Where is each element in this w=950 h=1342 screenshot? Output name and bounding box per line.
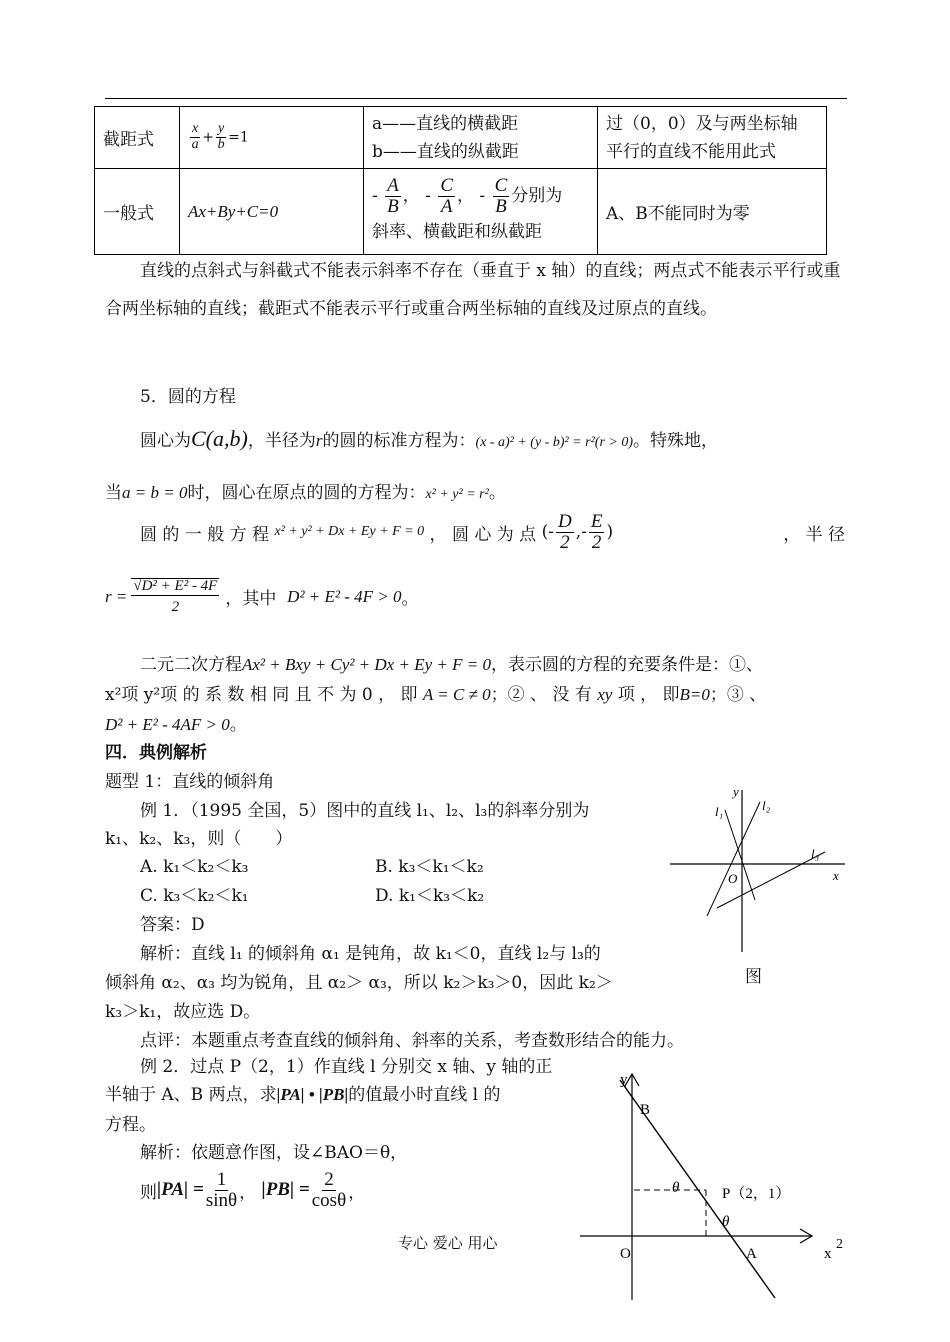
page-footer: 专心 爱心 用心 xyxy=(398,1234,498,1252)
circle-line-2: 当a = b = 0时，圆心在原点的圆的方程为：x² + y² = r²。 xyxy=(105,483,506,503)
fig-x2-label: 2 xyxy=(836,1237,843,1252)
fraction: $\frac{x}{a}$ xyxy=(191,121,199,152)
fig-l1-label: l₁ xyxy=(715,804,724,819)
example-2-question-3: 方程。 xyxy=(105,1115,156,1135)
circle-line-1: 圆心为C(a,b)，半径为r的圆的标准方程为：(x - a)² + (y - b)² = r²(r > 0)。特殊地， xyxy=(140,426,719,451)
form-equation: $\frac{x}{a}$ + $\frac{y}{b}$ =1 xyxy=(180,107,364,169)
solution-line: k₃＞k₁，故应选 D。 xyxy=(105,1002,261,1022)
paragraph-forms-limits: 直线的点斜式与斜截式不能表示斜率不存在（垂直于 x 轴）的直线；两点式不能表示平行或重合两坐标轴的直线；截距式不能表示平行或重合两坐标轴的直线及过原点的直线。 xyxy=(105,261,841,319)
form-meaning: a——直线的横截距 b——直线的纵截距 xyxy=(364,107,598,169)
fig-x-label: x xyxy=(824,1246,832,1262)
section-heading: 5．圆的方程 xyxy=(140,387,236,407)
option-b: B. k₃＜k₁＜k₂ xyxy=(375,857,484,877)
solution-line: 解析：直线 l₁ 的倾斜角 α₁ 是钝角，故 k₁＜0，直线 l₂与 l₃的 xyxy=(140,944,601,964)
fig-l2-label: l₂ xyxy=(762,798,771,813)
form-meaning: - $\frac{A}{B}$ ， - $\frac{C}{A}$ ， - $\frac{C}{B}$ 分别为 斜率、横截距和纵截距 xyxy=(364,169,598,255)
fig-p-label: P（2，1） xyxy=(722,1186,791,1202)
cond-line-3: D² + E² - 4AF > 0。 xyxy=(105,715,247,735)
fig-x-label: x xyxy=(833,868,839,883)
subsection-heading: 题型 1：直线的倾斜角 xyxy=(105,772,275,792)
example-1-figure xyxy=(665,782,855,962)
comment: 点评：本题重点考查直线的倾斜角、斜率的关系，考查数形结合的能力。 xyxy=(140,1031,684,1051)
fig-y-label: y xyxy=(620,1072,628,1088)
example-2-question-2: 半轴于 A、B 两点，求|PA| • |PB|的值最小时直线 l 的 xyxy=(105,1085,501,1105)
answer: 答案：D xyxy=(140,915,205,935)
fig-origin-label: O xyxy=(728,871,738,886)
example-2-question: 例 2．过点 P（2，1）作直线 l 分别交 x 轴、y 轴的正 xyxy=(140,1057,553,1077)
fraction: $\frac{y}{b}$ xyxy=(217,121,225,152)
example-1-question: 例 1．（1995 全国，5）图中的直线 l₁、l₂、l₃的斜率分别为 xyxy=(140,801,590,821)
fig-b-label: B xyxy=(640,1102,651,1118)
fig-y-label: y xyxy=(733,784,739,799)
fig-a-label: A xyxy=(746,1246,757,1262)
form-name: 截距式 xyxy=(95,107,180,169)
fig-o-label: O xyxy=(620,1246,631,1262)
form-equation: Ax+By+C=0 xyxy=(180,169,364,255)
line-forms-table xyxy=(94,106,827,255)
option-c: C. k₃＜k₂＜k₁ xyxy=(140,886,249,906)
circle-line-4: r = $\frac{\text{√D² + E² - 4F}}{2}$ ，其中 D² + E² - 4F > 0 。 xyxy=(105,578,419,615)
table-row xyxy=(95,169,827,255)
solution-line: 倾斜角 α₂、α₃ 均为锐角，且 α₂＞ α₃，所以 k₂＞k₃＞0，因此 k₂＞ xyxy=(105,973,613,993)
form-note: 过（0，0）及与两坐标轴 平行的直线不能用此式 xyxy=(598,107,827,169)
example-1-question-2: k₁、k₂、k₃，则（ ） xyxy=(105,829,293,849)
solution-formula: 则 |PA| = $\frac{1}{\sin\theta}$ ， |PB| = $\frac{2}{\cos\theta}$ ， xyxy=(140,1169,366,1211)
fig-theta-label: θ xyxy=(722,1214,730,1230)
solution-line: 解析：依题意作图，设∠BAO＝θ， xyxy=(140,1143,408,1163)
option-d: D. k₁＜k₃＜k₂ xyxy=(375,886,485,906)
form-note: A、B不能同时为零 xyxy=(598,169,827,255)
cond-line-2: x²项 y²项 的 系 数 相 同 且 不 为 0 ， 即 A = C ≠ 0；② 、 没 有 xy 项 ， 即B=0；③ 、 xyxy=(105,685,767,705)
header-rule xyxy=(105,98,847,99)
section-heading: 四．典例解析 xyxy=(105,743,207,763)
option-a: A. k₁＜k₂＜k₃ xyxy=(140,857,249,877)
fig-theta-label: θ xyxy=(672,1180,680,1196)
fig-l3-label: l₃ xyxy=(811,846,820,861)
table-row xyxy=(95,107,827,169)
example-2-figure xyxy=(580,1068,850,1303)
figure-caption: 图 xyxy=(745,967,762,987)
form-name: 一般式 xyxy=(95,169,180,255)
cond-line-1: 二元二次方程Ax² + Bxy + Cy² + Dx + Ey + F = 0，表示圆的方程的充要条件是：①、 xyxy=(140,655,763,675)
circle-line-3: 圆 的 一 般 方 程 x² + y² + Dx + Ey + F = 0 ， 圆 心 为 点 (- $\frac{D}{2}$ ,- $\frac{E}{2}$ ) ， 半 径 xyxy=(140,511,845,553)
